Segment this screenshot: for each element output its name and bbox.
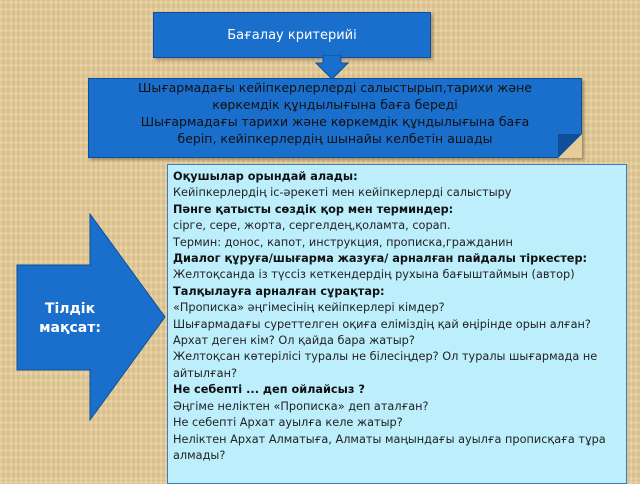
criterion-2: Шығармадағы тарихи және көркемдік құндылығына баға беріп, кейіпкерлердің шынайы келбетін ашады [140, 114, 530, 146]
content-line: Неліктен Архат Алматыға, Алматы маңындағы ауылға прописқаға тұра алмады? [173, 432, 606, 462]
section-heading: Талқылауға арналған сұрақтар: [173, 284, 385, 298]
content-line: Желтоқсанда із түссіз кеткендердің рухына бағыштаймын (автор) [173, 268, 575, 282]
language-goal-label: Тілдік мақсат: [39, 301, 101, 336]
content-line: Термин: донос, капот, инструкция, прописка,гражданин [173, 235, 513, 249]
content-line: Желтоқсан көтерілісі туралы не білесіңдер? Ол туралы шығармада не айтылған? [173, 350, 598, 380]
content-line: Архат деген кім? Ол қайда бара жатыр? [173, 334, 415, 348]
content-line: Әңгіме неліктен «Прописка» деп аталған? [173, 399, 429, 413]
section-heading: Диалог құруға/шығарма жазуға/ арналған пайдалы тіркестер: [173, 252, 588, 266]
content-line: Кейіпкерлердің іс-әрекеті мен кейіпкерлерді салыстыру [173, 186, 512, 200]
folded-corner [558, 134, 582, 158]
section-heading: Оқушылар орындай алады: [173, 170, 358, 183]
title-text: Бағалау критерийі [227, 27, 357, 43]
assessment-criteria-title [153, 12, 431, 58]
criterion-1: Шығармадағы кейіпкерлерлерді салыстырып,тарихи және көркемдік құндылығына баға береді [137, 80, 532, 112]
section-heading: Не себепті ... деп ойлайсыз ? [173, 383, 365, 397]
content-line: Не себепті Архат ауылға келе жатыр? [173, 416, 403, 430]
content-line: «Прописка» әңгімесінің кейіпкерлері кімдер? [173, 301, 445, 315]
criteria-box [88, 78, 582, 158]
content-line: Шығармадағы суреттелген оқиға еліміздің қай өңірінде орын алған? [173, 317, 591, 331]
section-heading: Пәнге қатысты сөздік қор мен терминдер: [173, 202, 454, 216]
content-line: сірге, сере, жорта, сергелдең,қоламта, сорап. [173, 219, 451, 233]
language-goal-content [167, 164, 627, 484]
